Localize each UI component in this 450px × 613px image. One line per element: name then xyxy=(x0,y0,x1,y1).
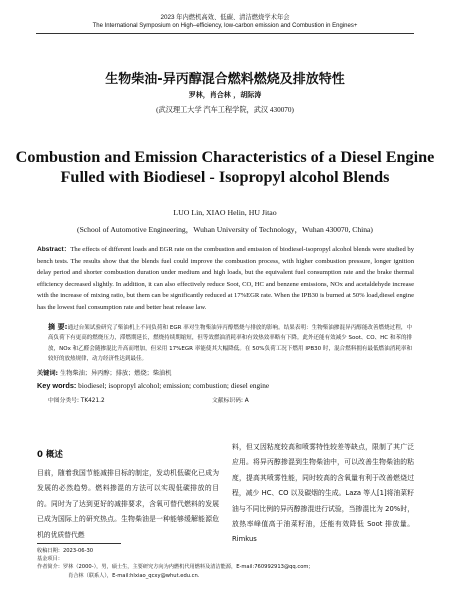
affiliation-en: (School of Automotive Engineering，Wuhan University of Technology，Wuhan 430070, China) xyxy=(77,225,373,234)
abstract-en xyxy=(37,244,414,314)
classification-line xyxy=(48,395,418,404)
abstract-en-label: Abstract： xyxy=(37,246,71,253)
body-left-column: 目前，随着我国节能减排目标的制定，发动机低碳化已成为发展的必然趋势。燃料掺混的方法可以实现低碳排放的目的。同时为了达到更好的减排要求，含氧可替代燃料的发展已成为国际上的研究热点。生物柴油是一种能够缓解能源危机的优质替代燃 xyxy=(37,469,219,539)
footnote-divider xyxy=(37,543,121,544)
conference-title-en: The International Symposium on High–efficiency, low-carbon emission and Combustion in Engines+ xyxy=(92,23,358,29)
conference-title-zh: 2023 年内燃机高效、低碳、清洁燃烧学术年会 xyxy=(160,14,290,21)
abstract-zh-text: 通过台架试验研究了柴油机上不同负荷和 EGR 率对生物柴油异丙醇燃烧与排放的影响。结果表明：生物柴油掺混异丙醇能改善燃烧过程，中高负荷下有更高的燃烧压力，滞燃期延长，燃烧持续期缩短，但等效燃油消耗率和有效热效率略有下降。此外还能有效减少 Soot、CO、HC 和苯的排放，NOx 和乙醛会随掺混比升高而增加，但采用 17%EGR 率能使其大幅降低。在 50%负荷工况下燃用 IPB30 时，混合燃料拥有最低燃油消耗率和较好的放热规律，动力经济性达到最佳。 xyxy=(48,325,412,363)
conference-header xyxy=(0,14,450,30)
author-intro: 作者简介：罗林（2000-），男，硕士生，主要研究方向为内燃机代用燃料及清洁能源，E-mail:760992913@qq.com; xyxy=(37,564,311,571)
header-divider xyxy=(36,33,414,34)
body-right-column: 料，但又因粘度较高和喷雾特性较差等缺点，限制了其广泛应用。将异丙醇掺混到生物柴油中，可以改善生物柴油的粘度，提高其喷雾性能，同时较高的含氧量有利于改善燃烧过程，减少 HC、CO 以及碳烟的生成。Laza 等人[1]将油菜籽油与不同比例的异丙醇掺混进行试验，当掺混比为 20%时，放热率峰值高于油菜籽油，还能有效降低 Soot 排放量。Rimkus xyxy=(232,443,414,544)
fund-item: 基金项目： xyxy=(37,556,63,563)
keywords-zh xyxy=(37,368,414,377)
abstract-zh xyxy=(48,322,412,365)
corresponding-author: 肖合林（联系人），E-mail:hlxiao_qcxy@whut.edu.cn. xyxy=(68,572,200,579)
abstract-en-text: The effects of different loads and EGR rate on the combustion and emission of biodiesel-isopropyl alcohol blends were studied by bench tests. The results show that the blends fuel could improve the combustion process, with higher combustion pressure, longer ignition delay period and shorter combustion duration under medium and high loads, but the equivalent fuel consumption rate and the brake thermal efficiency decreased slightly. In addition, it can also effectively reduce Soot, CO, HC and benzene emissions, NOx and acetaldehyde increase with the increase of mixing ratio, but them can be significantly reduced at 17%EGR rate. When the IPB30 is burned at 50% load,diesel engine has the lowest fuel consumption rate and better heat release law. xyxy=(37,246,415,311)
keywords-en-label: Key words: xyxy=(37,381,77,390)
paper-title-zh: 生物柴油-异丙醇混合燃料燃烧及排放特性 xyxy=(105,72,345,87)
received-date: 收稿日期：2023-06-30 xyxy=(37,548,94,554)
affiliation-zh: (武汉理工大学 汽车工程学院，武汉 430070) xyxy=(156,106,294,114)
authors-zh: 罗林，肖合林 ，胡际涛 xyxy=(188,91,262,99)
document-code: 文献标识码: A xyxy=(212,398,249,404)
authors-en: LUO Lin, XIAO Helin, HU Jitao xyxy=(173,208,277,217)
keywords-zh-text: 生物柴油；异丙醇；排放；燃烧；柴油机 xyxy=(60,370,172,377)
paper-title-en: Combustion and Emission Characteristics of a Diesel Engine Fulled with Biodiesel - Isopropyl alcohol Blends xyxy=(15,148,435,186)
footnotes xyxy=(37,547,414,580)
clc-number: 中图分类号: TK421.2 xyxy=(48,398,105,404)
keywords-en-text: biodiesel; isopropyl alcohol; emission; combustion; diesel engine xyxy=(78,381,270,390)
keywords-zh-label: 关键词: xyxy=(37,370,59,377)
keywords-en xyxy=(37,381,414,390)
abstract-zh-label: 摘 要: xyxy=(48,323,68,331)
section-heading: 0 概述 xyxy=(37,450,63,460)
